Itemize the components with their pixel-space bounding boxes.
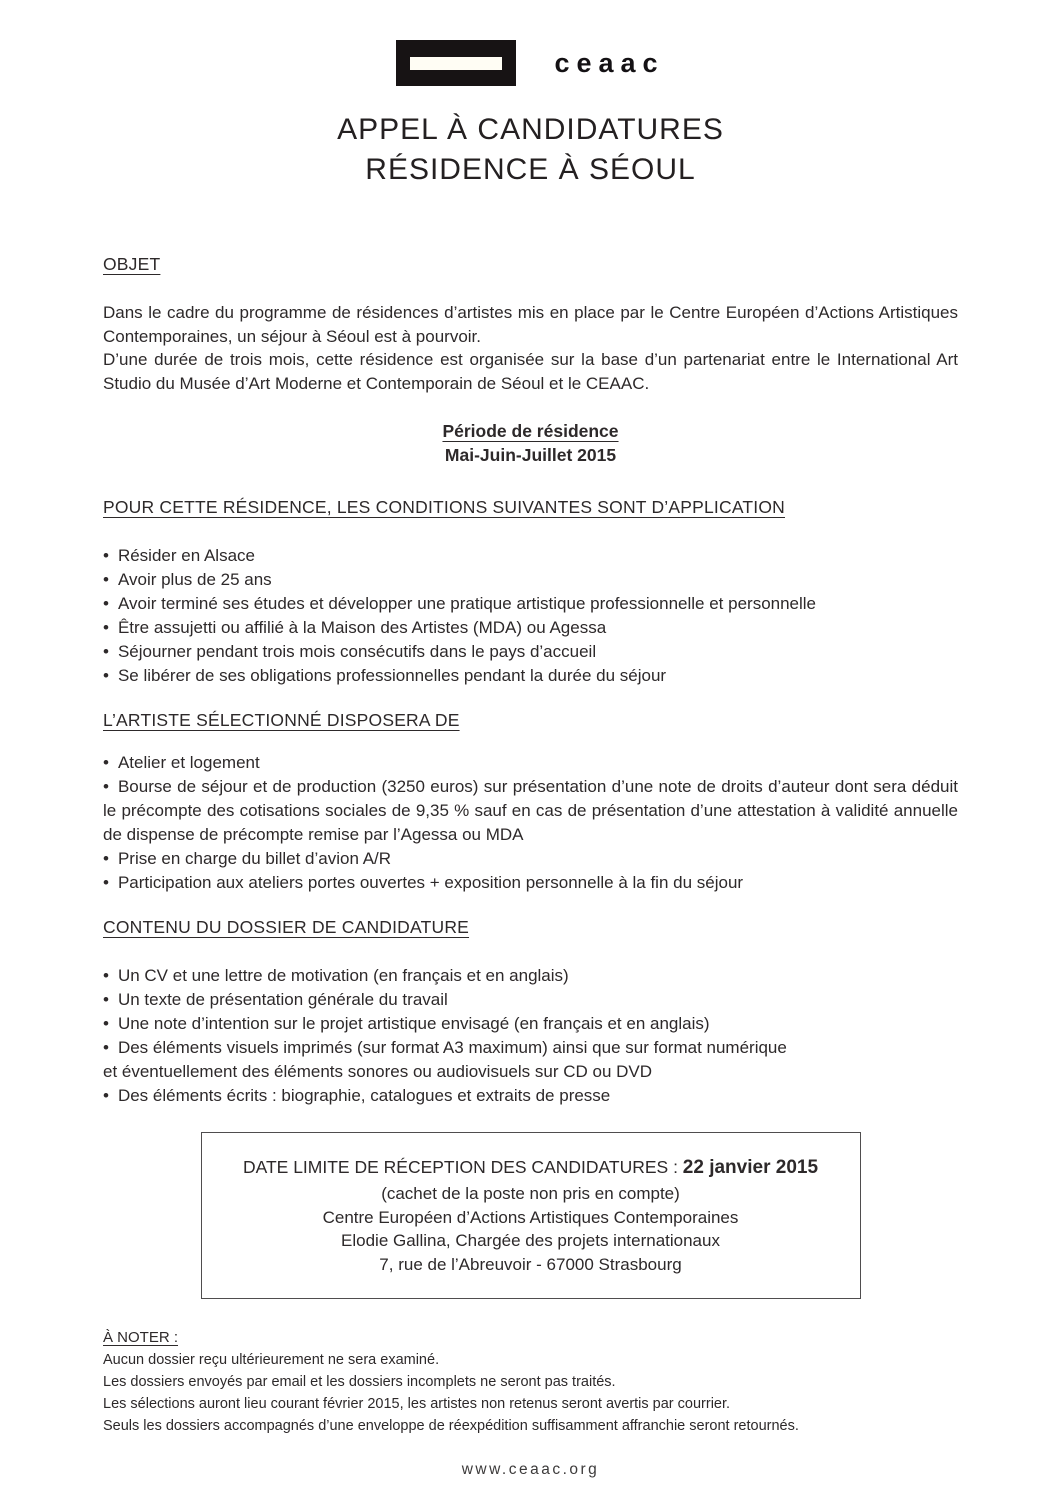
- list-item: [103, 640, 958, 664]
- list-item: [103, 1036, 958, 1060]
- list-item: [103, 1012, 958, 1036]
- objet-paragraphs: [103, 301, 958, 395]
- note-line: Les sélections auront lieu courant février 2015, les artistes non retenus seront avertis par courrier.: [103, 1396, 731, 1412]
- bullet-icon: •: [103, 618, 109, 637]
- bullet-icon: •: [103, 966, 109, 985]
- list-item-text: Un texte de présentation générale du travail: [117, 990, 448, 1009]
- deadline-address: 7, rue de l’Abreuvoir - 67000 Strasbourg: [379, 1254, 682, 1274]
- conditions-list: [103, 544, 958, 688]
- footer: [103, 1461, 958, 1479]
- disposera-list: [103, 751, 958, 895]
- list-item-text: Avoir plus de 25 ans: [117, 570, 272, 589]
- section-heading-dossier: CONTENU DU DOSSIER DE CANDIDATURE: [103, 917, 470, 937]
- bullet-icon: •: [103, 1014, 109, 1033]
- list-item: [103, 751, 958, 775]
- periode-heading: Période de résidence: [442, 421, 619, 441]
- list-item: [103, 664, 958, 688]
- list-item-text: Des éléments visuels imprimés (sur format A3 maximum) ainsi que sur format numérique: [117, 1038, 787, 1057]
- page-title-line1: APPEL À CANDIDATURES: [337, 113, 724, 146]
- bullet-icon: •: [103, 594, 109, 613]
- bullet-icon: •: [103, 849, 109, 868]
- section-heading-conditions: POUR CETTE RÉSIDENCE, LES CONDITIONS SUIVANTES SONT D’APPLICATION: [103, 497, 785, 517]
- deadline-date: 22 janvier 2015: [682, 1157, 819, 1178]
- deadline-box: [201, 1132, 861, 1299]
- list-item: [103, 568, 958, 592]
- ceaac-wordmark: ceaac: [554, 47, 665, 78]
- list-item: [103, 871, 958, 895]
- list-item-text: Des éléments écrits : biographie, catalogues et extraits de presse: [117, 1086, 611, 1105]
- bullet-icon: •: [103, 666, 109, 685]
- page-title: [103, 110, 958, 190]
- list-item: [103, 1084, 958, 1108]
- list-item-text: Un CV et une lettre de motivation (en français et en anglais): [117, 966, 569, 985]
- ceaac-logo-mark-icon: [396, 40, 516, 86]
- objet-paragraph-2: D’une durée de trois mois, cette résidence est organisée sur la base d’un partenariat entre le International Art Studio du Musée d’Art Moderne et Contemporain de Séoul et le CEAAC.: [103, 350, 958, 393]
- deadline-line-date: [214, 1153, 848, 1182]
- list-item-text: Prise en charge du billet d’avion A/R: [117, 849, 392, 868]
- note-line: Les dossiers envoyés par email et les dossiers incomplets ne seront pas traités.: [103, 1374, 616, 1390]
- website-link[interactable]: www.ceaac.org: [461, 1461, 600, 1478]
- list-item-continuation: et éventuellement des éléments sonores ou audiovisuels sur CD ou DVD: [103, 1062, 653, 1081]
- bullet-icon: •: [103, 642, 109, 661]
- list-item-text: Bourse de séjour et de production (3250 euros) sur présentation d’une note de droits d’auteur dont sera déduit le précompte des cotisations sociales de 9,35 % sauf en cas de présentation d’une attestation à validité annuelle de dispense de précompte remise par l’Agessa ou MDA: [103, 777, 958, 844]
- bullet-icon: •: [103, 546, 109, 565]
- periode-block: [103, 419, 958, 467]
- deadline-label: DATE LIMITE DE RÉCEPTION DES CANDIDATURES :: [242, 1157, 683, 1177]
- note-line: Aucun dossier reçu ultérieurement ne sera examiné.: [103, 1352, 440, 1368]
- bullet-icon: •: [103, 873, 109, 892]
- bullet-icon: •: [103, 1086, 109, 1105]
- list-item-text: Se libérer de ses obligations professionnelles pendant la durée du séjour: [117, 666, 667, 685]
- page-title-line2: RÉSIDENCE À SÉOUL: [365, 153, 696, 186]
- list-item: [103, 592, 958, 616]
- list-item-text: Atelier et logement: [117, 753, 260, 772]
- list-item-text: Séjourner pendant trois mois consécutifs dans le pays d’accueil: [117, 642, 597, 661]
- ceaac-logo: [103, 40, 958, 86]
- list-item: [103, 544, 958, 568]
- periode-dates: Mai-Juin-Juillet 2015: [444, 445, 617, 465]
- objet-paragraph-1: Dans le cadre du programme de résidences d’artistes mis en place par le Centre Européen d’Actions Artistiques Contemporaines, un séjour à Séoul est à pourvoir.: [103, 303, 958, 346]
- notes-heading: À NOTER :: [103, 1329, 179, 1346]
- deadline-organization: Centre Européen d’Actions Artistiques Contemporaines: [322, 1207, 739, 1227]
- list-item-text: Être assujetti ou affilié à la Maison des Artistes (MDA) ou Agessa: [117, 618, 607, 637]
- bullet-icon: •: [103, 570, 109, 589]
- bullet-icon: •: [103, 1038, 109, 1057]
- list-item-text: Avoir terminé ses études et développer une pratique artistique professionnelle et personnelle: [117, 594, 817, 613]
- bullet-icon: •: [103, 990, 109, 1009]
- section-heading-disposera: L’ARTISTE SÉLECTIONNÉ DISPOSERA DE: [103, 710, 460, 730]
- list-item: [103, 775, 958, 847]
- list-item-text: Une note d’intention sur le projet artistique envisagé (en français et en anglais): [117, 1014, 710, 1033]
- section-heading-objet: OBJET: [103, 254, 161, 274]
- list-item: [103, 988, 958, 1012]
- ceaac-logo-bar-icon: [410, 57, 502, 70]
- note-line: Seuls les dossiers accompagnés d’une enveloppe de réexpédition suffisamment affranchie seront retournés.: [103, 1418, 799, 1434]
- list-item-text: Participation aux ateliers portes ouvertes + exposition personnelle à la fin du séjour: [117, 873, 744, 892]
- deadline-contact-person: Elodie Gallina, Chargée des projets internationaux: [341, 1231, 720, 1250]
- deadline-postmark-note: (cachet de la poste non pris en compte): [381, 1184, 680, 1203]
- list-item: [103, 616, 958, 640]
- list-item-text: Résider en Alsace: [117, 546, 255, 565]
- bullet-icon: •: [103, 777, 109, 796]
- notes-section: [103, 1327, 958, 1437]
- list-item: [103, 964, 958, 988]
- list-item: [103, 847, 958, 871]
- dossier-list: [103, 964, 958, 1108]
- bullet-icon: •: [103, 753, 109, 772]
